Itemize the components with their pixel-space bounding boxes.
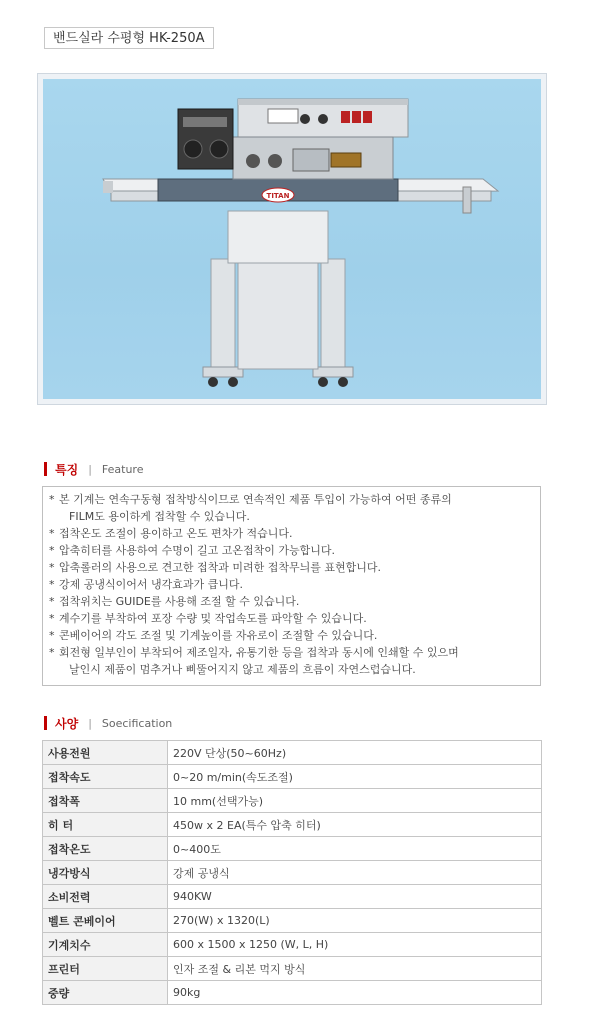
spec-label: 접착폭 [43,789,168,813]
bullet-star: * [49,544,55,557]
spec-label: 접착온도 [43,837,168,861]
brand-badge: TITAN [266,192,290,200]
product-photo [37,73,547,405]
feature-item [49,627,534,644]
heading-bar [44,716,47,730]
machine-image [43,79,541,399]
spec-label: 벨트 콘베이어 [43,909,168,933]
spec-row [43,981,542,1005]
feature-text: 계수기를 부착하여 포장 수량 및 작업속도를 파악할 수 있습니다. [59,612,367,625]
spec-value: 0~20 m/min(속도조절) [168,765,542,789]
spec-heading-en: Soecification [101,716,173,730]
feature-item [49,491,534,508]
feature-text: 압축롤러의 사용으로 견고한 접착과 미려한 접착무늬를 표현합니다. [59,561,382,574]
spec-value: 600 x 1500 x 1250 (W, L, H) [168,933,542,957]
spec-value: 270(W) x 1320(L) [168,909,542,933]
spec-row [43,765,542,789]
feature-list [42,486,541,686]
bullet-star [49,508,59,525]
feature-item [49,576,534,593]
feature-item [49,593,534,610]
feature-item [49,644,534,661]
feature-item [49,525,534,542]
feature-text: 콘베이어의 각도 조절 및 기계높이를 자유로이 조절할 수 있습니다. [59,629,378,642]
spec-row [43,741,542,765]
spec-value: 강제 공냉식 [168,861,542,885]
feature-text: FILM도 용이하게 접착할 수 있습니다. [69,510,250,523]
spec-row [43,885,542,909]
feature-heading [44,461,143,477]
spec-row [43,933,542,957]
spec-row [43,909,542,933]
spec-row [43,813,542,837]
feature-item [49,610,534,627]
spec-row [43,789,542,813]
spec-heading-kr: 사양 [55,716,79,731]
feature-text: 본 기계는 연속구동형 접착방식이므로 연속적인 제품 투입이 가능하여 어떤 종류의 [59,493,452,506]
feature-text: 강제 공냉식이어서 냉각효과가 큽니다. [59,578,244,591]
spec-row [43,957,542,981]
spec-label: 중량 [43,981,168,1005]
spec-value: 인자 조절 & 리본 먹지 방식 [168,957,542,981]
spec-row [43,837,542,861]
feature-heading-en: Feature [101,462,144,476]
feature-text: 접착온도 조절이 용이하고 온도 편차가 적습니다. [59,527,293,540]
spec-value: 220V 단상(50~60Hz) [168,741,542,765]
heading-separator: | [88,462,92,476]
bullet-star: * [49,612,55,625]
spec-label: 기계치수 [43,933,168,957]
spec-label: 소비전력 [43,885,168,909]
bullet-star: * [49,629,55,642]
heading-bar [44,462,47,476]
feature-item [49,508,534,525]
spec-value: 0~400도 [168,837,542,861]
bullet-star [49,661,59,678]
feature-item [49,661,534,678]
spec-value: 10 mm(선택가능) [168,789,542,813]
bullet-star: * [49,578,55,591]
band-sealer-illustration [43,79,541,399]
feature-text: 회전형 일부인이 부착되어 제조일자, 유통기한 등을 접착과 동시에 인쇄할 수 있으며 [59,646,459,659]
spec-label: 사용전원 [43,741,168,765]
spec-value: 450w x 2 EA(특수 압축 히터) [168,813,542,837]
spec-table [42,740,542,1005]
spec-value: 940KW [168,885,542,909]
spec-heading [44,715,172,731]
bullet-star: * [49,561,55,574]
spec-label: 히 터 [43,813,168,837]
feature-item [49,542,534,559]
spec-row [43,861,542,885]
feature-text: 압축히터를 사용하여 수명이 길고 고온접착이 가능합니다. [59,544,336,557]
bullet-star: * [49,595,55,608]
bullet-star: * [49,493,55,506]
spec-label: 냉각방식 [43,861,168,885]
feature-text: 접착위치는 GUIDE를 사용해 조절 할 수 있습니다. [59,595,300,608]
feature-heading-kr: 특징 [55,462,79,477]
spec-label: 접착속도 [43,765,168,789]
feature-item [49,559,534,576]
product-title: 밴드실라 수평형 HK-250A [44,27,214,49]
spec-label: 프린터 [43,957,168,981]
spec-value: 90kg [168,981,542,1005]
feature-text: 날인시 제품이 멈추거나 삐뚤어지지 않고 제품의 흐름이 자연스럽습니다. [69,663,416,676]
bullet-star: * [49,527,55,540]
bullet-star: * [49,646,55,659]
heading-separator: | [88,716,92,730]
